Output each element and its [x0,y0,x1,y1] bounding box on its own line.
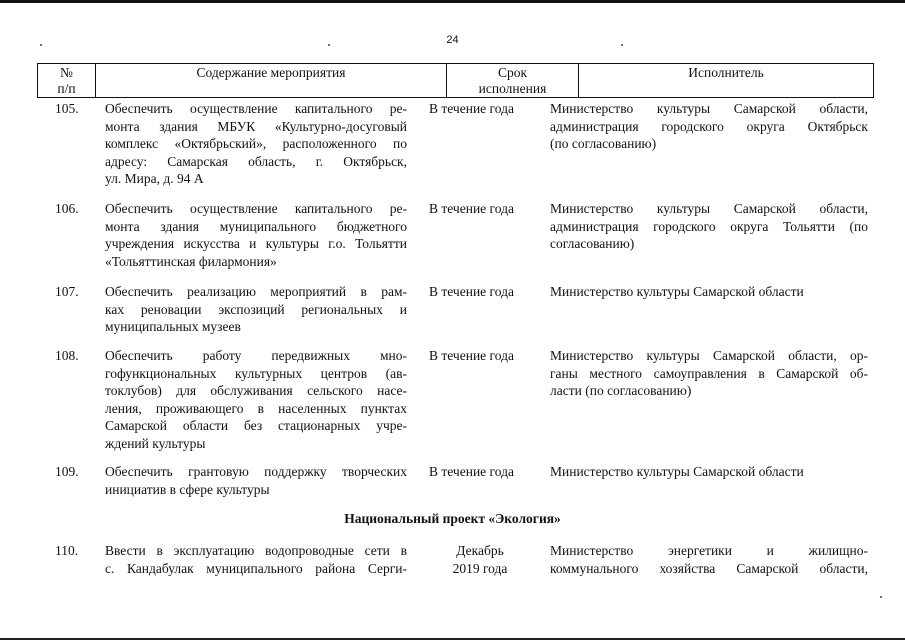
row-number: 105. [55,101,79,116]
row-term [429,347,531,365]
header-number-line2: п/п [57,81,76,96]
table-header [37,63,874,98]
row-number: 108. [55,348,79,363]
executor-line: Министерство культуры Самарской области, [550,101,868,116]
row-number: 107. [55,284,79,299]
executor-line: Министерство энергетики и жилищно- [550,543,868,558]
executor-line: Министерство культуры Самарской области, [550,201,868,216]
term-line: В течение года [429,101,514,116]
content-line: гофункциональных культурных центров (ав- [105,365,407,381]
content-line: учреждения искусства и культуры г.о. Тольятти [105,236,407,252]
content-line: с. Кандабулак муниципального района Серги- [105,560,407,576]
content-line: монта здания муниципального бюджетного [105,218,407,234]
executor-line: Министерство культуры Самарской области [550,464,804,479]
row-content [105,200,407,270]
row-term [429,100,531,118]
executor-line: ганы местного самоуправления в Самарской об- [550,365,868,381]
content-line: ках реновации экспозиций региональных и [105,301,407,317]
page-number: 24 [446,34,459,46]
row-content [105,463,407,498]
content-line: токлубов) для обслуживания сельского насе- [105,383,407,399]
header-executor-label: Исполнитель [688,65,764,80]
row-content [105,100,407,188]
row-executor [550,200,868,253]
executor-line: согласованию) [550,236,635,252]
content-line: Обеспечить работу передвижных мно- [105,348,407,363]
row-content [105,542,407,577]
term-line: 2019 года [452,560,508,576]
row-number: 110. [55,543,79,558]
row-executor [550,542,868,577]
row-term [429,463,531,481]
row-number: 106. [55,201,79,216]
content-line: инициатив в сфере культуры [105,481,270,497]
content-line: адресу: Самарская область, г. Октябрьск, [105,153,407,169]
header-content [96,64,447,97]
header-term [447,64,579,97]
scan-top-edge [0,0,905,3]
row-term [425,542,535,577]
row-executor [550,100,868,153]
row-executor [550,283,868,301]
row-number: 109. [55,464,79,479]
row-term [429,283,531,301]
content-line: ждений культуры [105,435,206,451]
executor-line: коммунального хозяйства Самарской области, [550,560,868,576]
row-executor [550,347,868,400]
content-line: ул. Мира, д. 94 А [105,171,204,187]
content-line: Обеспечить осуществление капитального ре- [105,101,407,116]
header-term-line1: Срок [497,65,528,80]
executor-line: Министерство культуры Самарской области [550,284,804,299]
header-content-label: Содержание мероприятия [196,65,346,80]
content-line: «Тольяттинская филармония» [105,253,277,269]
row-executor [550,463,868,481]
content-line: Обеспечить реализацию мероприятий в рам- [105,284,407,299]
term-line: Декабрь [456,543,504,558]
scan-speck [880,596,882,598]
content-line: монта здания МБУК «Культурно-досуговый [105,118,407,134]
row-content [105,283,407,336]
term-line: В течение года [429,201,514,216]
content-line: Ввести в эксплуатацию водопроводные сети в [105,543,407,558]
content-line: Самарской области без стационарных учре- [105,418,407,434]
header-number-line1: № [60,65,73,80]
executor-line: администрация городского округа Октябрьск [550,118,868,134]
executor-line: (по согласованию) [550,136,657,152]
section-title: Национальный проект «Экология» [344,511,561,526]
header-term-line2: исполнения [478,81,547,96]
header-number [38,64,96,97]
term-line: В течение года [429,348,514,363]
header-executor [579,64,873,97]
content-line: ления, проживающего в населенных пунктах [105,400,407,416]
executor-line: Министерство культуры Самарской области, ор- [550,348,868,363]
executor-line: ласти (по согласованию) [550,383,692,399]
row-term [429,200,531,218]
content-line: комплекс «Октябрьский», расположенного по [105,136,407,152]
term-line: В течение года [429,284,514,299]
content-line: Обеспечить осуществление капитального ре- [105,201,407,216]
term-line: В течение года [429,464,514,479]
content-line: муниципальных музеев [105,319,241,335]
executor-line: администрация городского округа Тольятти (по [550,218,868,234]
row-content [105,347,407,453]
content-line: Обеспечить грантовую поддержку творческих [105,464,407,479]
